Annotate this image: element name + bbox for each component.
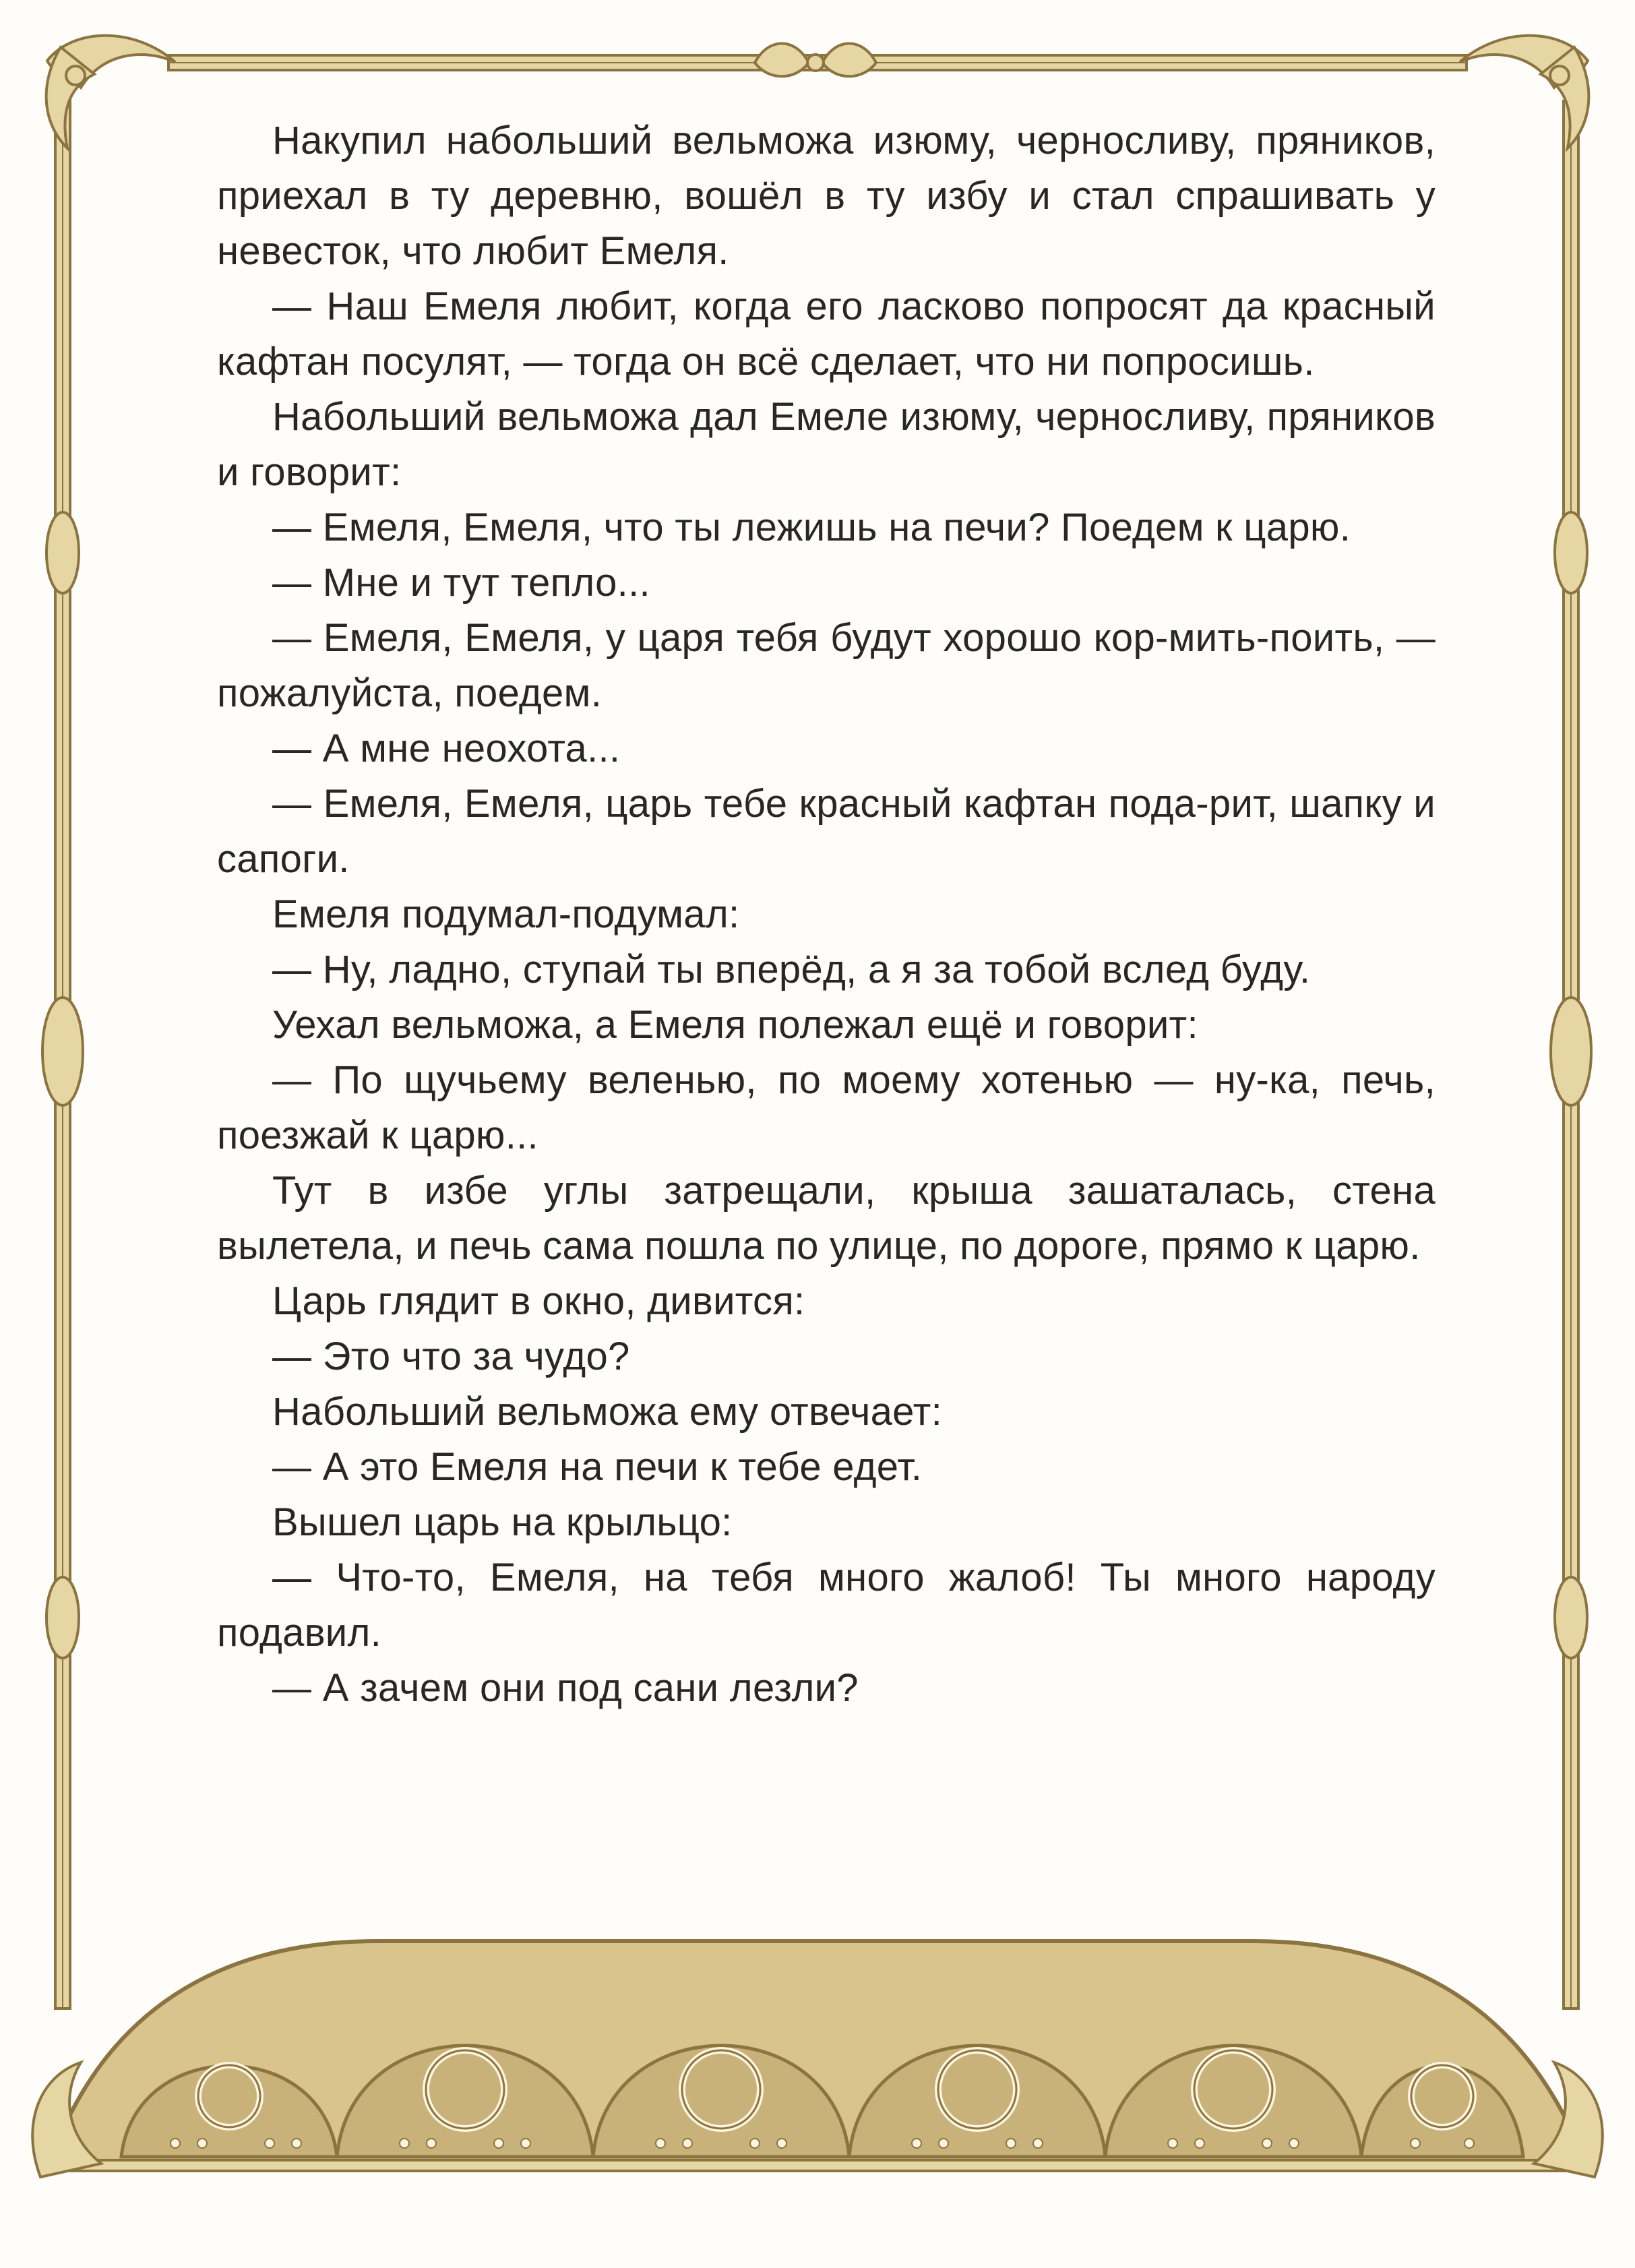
paragraph: Накупил набольший вельможа изюму, черносливу, пряников, приехал в ту деревню, вошёл в ту избу и стал спрашивать у невесток, что любит Емеля.: [217, 119, 1436, 273]
paragraph: Набольший вельможа ему отвечает:: [272, 1390, 943, 1434]
paragraph: — Емеля, Емеля, царь тебе красный кафтан пода-рит, шапку и сапоги.: [217, 782, 1436, 881]
paragraph: — Емеля, Емеля, у царя тебя будут хорошо кор-мить-поить, — пожалуйста, поедем.: [217, 616, 1436, 715]
paragraph: — По щучьему веленью, по моему хотенью — ну-ка, печь, поезжай к царю...: [217, 1058, 1436, 1157]
corner-knot-top-right: [1460, 36, 1588, 148]
paragraph: — Мне и тут тепло...: [272, 561, 650, 605]
paragraph: Набольший вельможа дал Емеле изюму, черносливу, пряников и говорит:: [217, 395, 1436, 494]
paragraph: — Наш Емеля любит, когда его ласково попросят да красный кафтан посулят, — тогда он всё сделает, что ни попросишь.: [217, 284, 1436, 384]
paragraph: Вышел царь на крыльцо:: [272, 1500, 733, 1544]
paragraph: — А это Емеля на печи к тебе едет.: [272, 1445, 923, 1489]
paragraph: — А мне неохота...: [272, 727, 621, 770]
paragraph: — Это что за чудо?: [272, 1335, 630, 1378]
paragraph: Уехал вельможа, а Емеля полежал ещё и говорит:: [272, 1003, 1198, 1047]
paragraph: — Что-то, Емеля, на тебя много жалоб! Ты много народу подавил.: [217, 1556, 1436, 1655]
paragraph: — Емеля, Емеля, что ты лежишь на печи? Поедем к царю.: [272, 505, 1351, 549]
paragraph: Емеля подумал-подумал:: [272, 892, 740, 936]
bottom-ornament-band: [47, 1941, 1588, 2171]
paragraph: — Ну, ладно, ступай ты вперёд, а я за тобой вслед буду.: [272, 948, 1311, 991]
paragraph: — А зачем они под сани лезли?: [272, 1666, 859, 1710]
paragraph: Царь глядит в окно, дивится:: [272, 1279, 805, 1323]
story-text: [217, 113, 1436, 1716]
paragraph: Тут в избе углы затрещали, крыша зашаталась, стена вылетела, и печь сама пошла по улице, по дороге, прямо к царю.: [217, 1169, 1436, 1268]
corner-knot-top-left: [47, 36, 175, 148]
top-center-clasp: [755, 44, 876, 77]
